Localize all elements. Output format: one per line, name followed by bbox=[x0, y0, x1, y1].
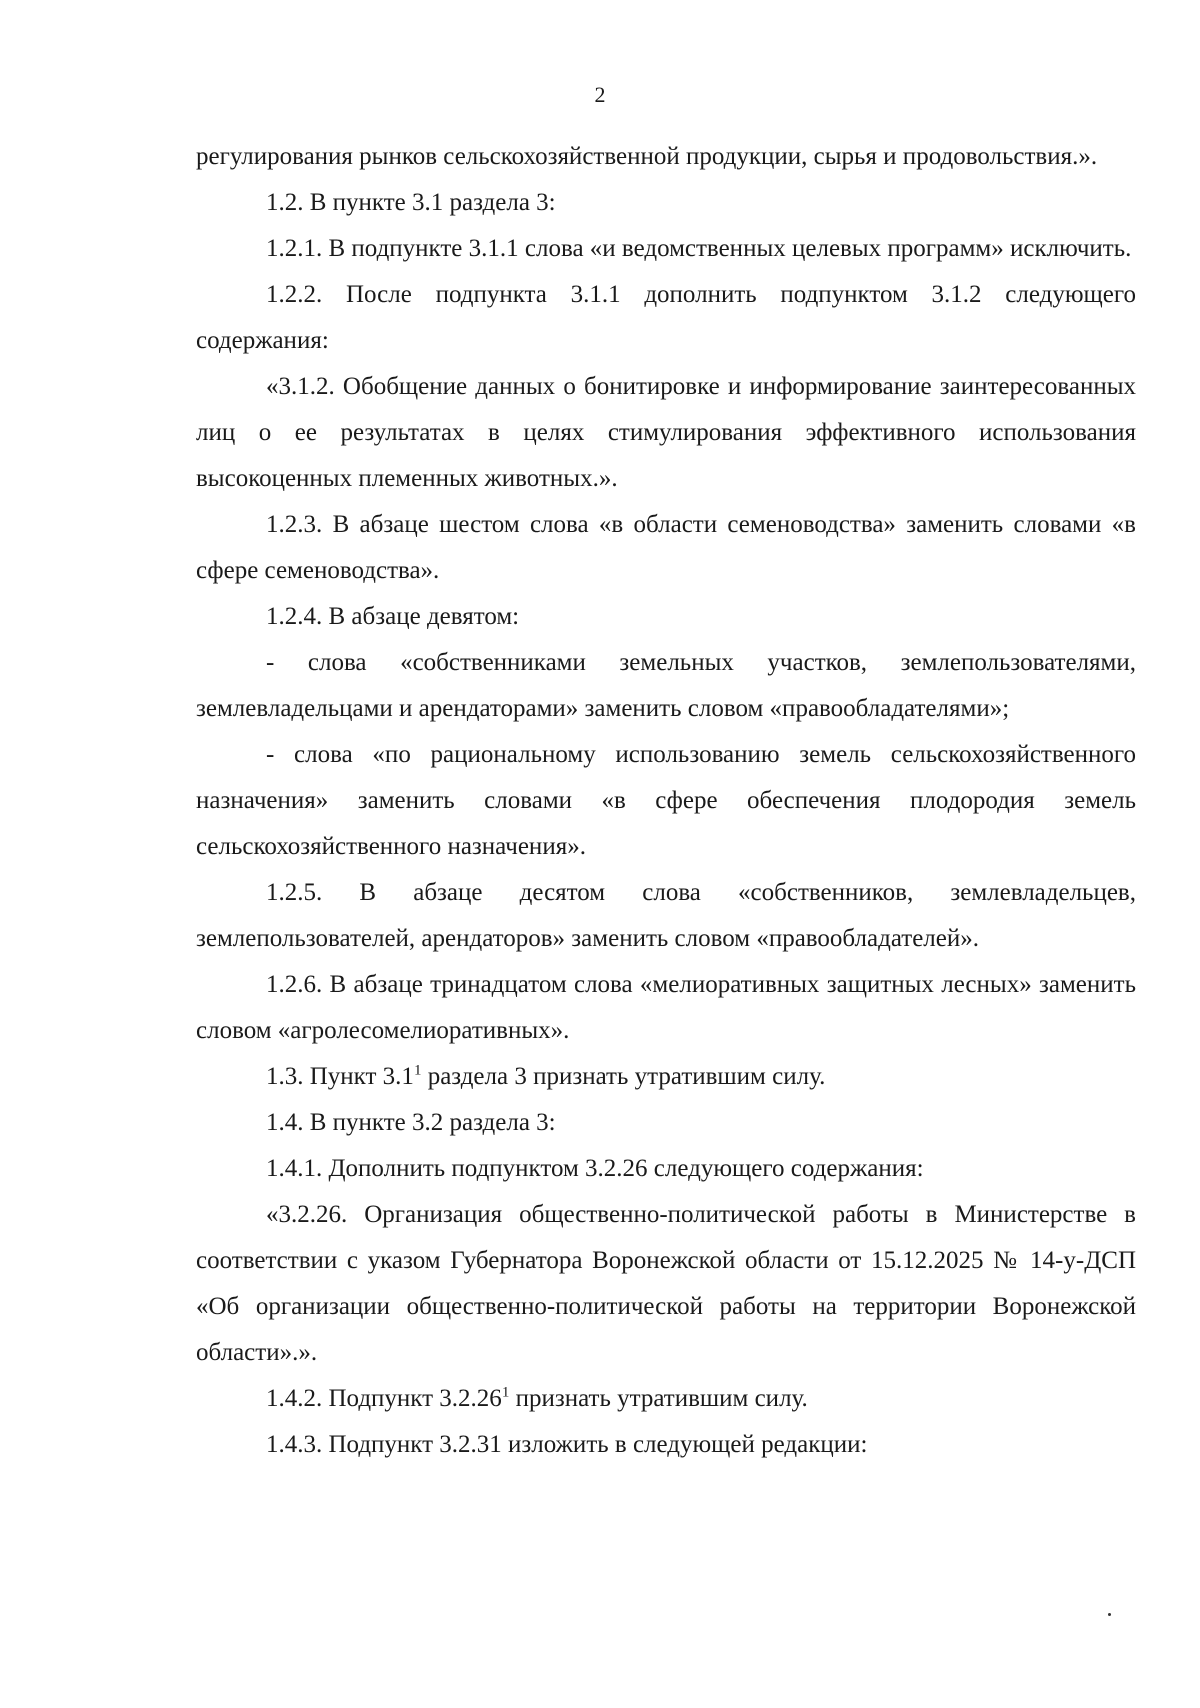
scan-dot bbox=[1108, 1613, 1111, 1616]
superscript: 1 bbox=[501, 1384, 510, 1401]
paragraph-1-4-2-text: 1.4.2. Подпункт 3.2.26 bbox=[266, 1385, 502, 1412]
paragraph-1-4: 1.4. В пункте 3.2 раздела 3: bbox=[266, 1109, 556, 1136]
paragraph-quote-3-2-26: «3.2.26. Организация общественно-политической работы в Министерстве в соответствии с указом Губернатора Воронежской области от 15.12.2025 № 14-у-ДСП «Об организации общественно-политической работы на территории Воронежской области».». bbox=[196, 1201, 1136, 1366]
paragraph: регулирования рынков сельскохозяйственной продукции, сырья и продовольствия.». bbox=[196, 143, 1098, 170]
paragraph: - слова «по рациональному использованию земель сельскохозяйственного назначения» заменить словами «в сфере обеспечения плодородия земель сельскохозяйственного назначения». bbox=[196, 741, 1136, 860]
page-number: 2 bbox=[594, 82, 606, 107]
paragraph: 1.2.5. В абзаце десятом слова «собственников, землевладельцев, землепользователей, арендаторов» заменить словом «правообладателей». bbox=[196, 879, 1136, 952]
paragraph: 1.2.1. В подпункте 3.1.1 слова «и ведомственных целевых программ» исключить. bbox=[266, 235, 1132, 262]
paragraph: 1.2.2. После подпункта 3.1.1 дополнить подпунктом 3.1.2 следующего содержания: bbox=[196, 281, 1136, 354]
paragraph-1-3-text-end: раздела 3 признать утратившим силу. bbox=[421, 1063, 826, 1090]
paragraph-1-4-2 bbox=[196, 1376, 1136, 1422]
paragraph-1-4-2-text-end: признать утратившим силу. bbox=[509, 1385, 808, 1412]
paragraph: 1.2.4. В абзаце девятом: bbox=[266, 603, 520, 630]
document-body bbox=[196, 134, 1136, 1468]
paragraph-list bbox=[196, 134, 1136, 1054]
paragraph-1-4-1: 1.4.1. Дополнить подпунктом 3.2.26 следующего содержания: bbox=[266, 1155, 924, 1182]
paragraph: 1.2.6. В абзаце тринадцатом слова «мелиоративных защитных лесных» заменить словом «агролесомелиоративных». bbox=[196, 971, 1136, 1044]
paragraph: 1.2. В пункте 3.1 раздела 3: bbox=[266, 189, 556, 216]
paragraph: - слова «собственниками земельных участков, землепользователями, землевладельцами и арендаторами» заменить словом «правообладателями»; bbox=[196, 649, 1136, 722]
paragraph-1-3 bbox=[196, 1054, 1136, 1100]
paragraph-1-3-text: 1.3. Пункт 3.1 bbox=[266, 1063, 414, 1090]
paragraph-1-4-3: 1.4.3. Подпункт 3.2.31 изложить в следующей редакции: bbox=[266, 1431, 868, 1458]
superscript: 1 bbox=[413, 1062, 422, 1079]
paragraph: 1.2.3. В абзаце шестом слова «в области семеноводства» заменить словами «в сфере семеноводства». bbox=[196, 511, 1136, 584]
paragraph: «3.1.2. Обобщение данных о бонитировке и информирование заинтересованных лиц о ее результатах в целях стимулирования эффективного использования высокоценных племенных животных.». bbox=[196, 373, 1136, 492]
